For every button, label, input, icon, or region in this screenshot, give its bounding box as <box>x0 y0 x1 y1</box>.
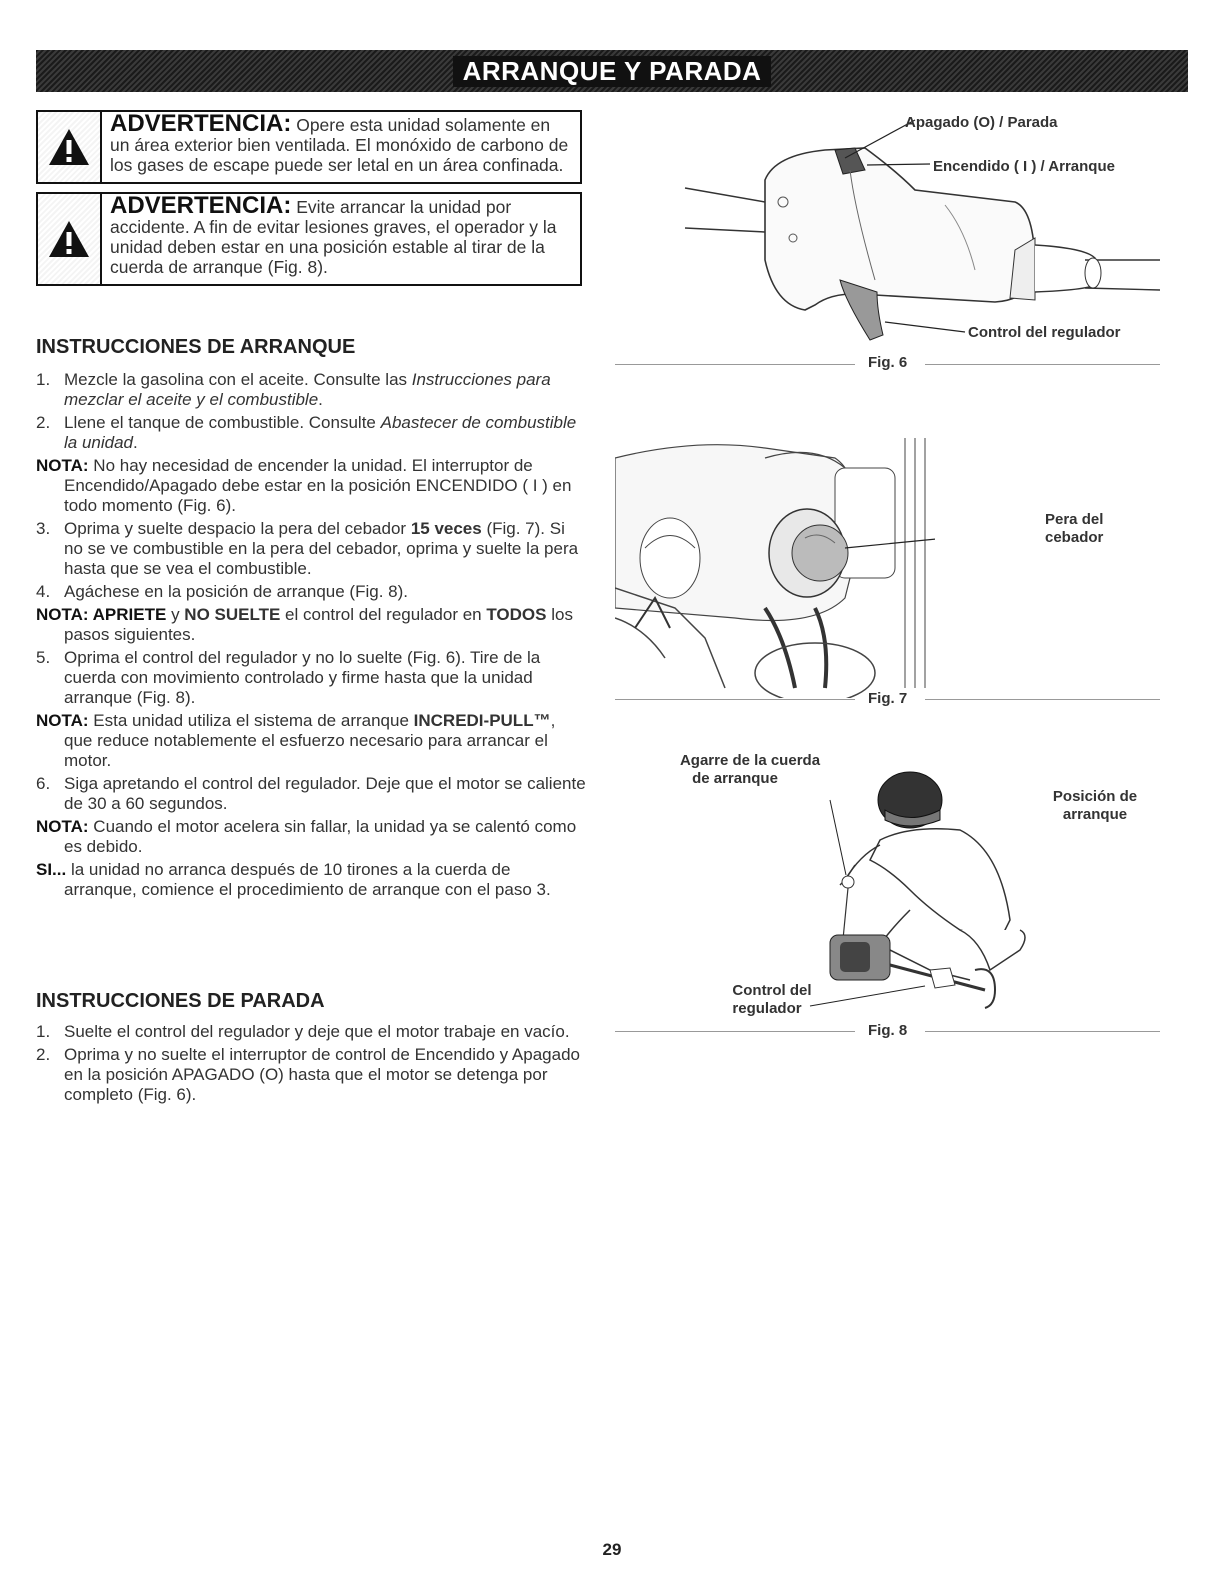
warning-body: Opere esta unidad solamente en un área exterior bien ventilada. El monóxido de carbono de los gases de escape puede ser letal en un área confinada. <box>110 115 569 175</box>
item-text: Oprima el control del regulador y no lo suelte (Fig. 6). Tire de la cuerda con movimiento controlado y firme hasta que la unidad arranque (Fig. 8). <box>64 648 541 707</box>
start-instructions-list <box>36 370 586 903</box>
fig8-rule-left <box>615 1031 855 1032</box>
item-text: Mezcle la gasolina con el aceite. Consulte las Instrucciones para mezclar el aceite y el combustible. <box>64 370 551 409</box>
list-item <box>36 413 586 453</box>
warning-heading: ADVERTENCIA: <box>110 192 292 219</box>
list-item <box>36 1045 586 1105</box>
fig7-rule-left <box>615 699 855 700</box>
item-text: Siga apretando el control del regulador. Deje que el motor se caliente de 30 a 60 segundos. <box>64 774 586 813</box>
fig6-callout-off: Apagado (O) / Parada <box>905 114 1058 131</box>
fig7-callout-primer-line1: Pera del <box>1045 511 1104 528</box>
warning-icon-cell <box>38 112 102 182</box>
item-number: 5. <box>36 648 51 667</box>
section-title: ARRANQUE Y PARADA <box>453 56 772 87</box>
fig7-rule-right <box>925 699 1160 700</box>
fig8-callout-position-line2: arranque <box>1062 806 1128 823</box>
item-text: Llene el tanque de combustible. Consulte Abastecer de combustible la unidad. <box>64 413 577 452</box>
warning-triangle-icon <box>47 219 91 259</box>
item-text: Agáchese en la posición de arranque (Fig. 8). <box>64 582 408 601</box>
fig8-callout-throttle-line2: regulador <box>732 1000 802 1017</box>
fig7-engine-illustration <box>615 438 935 698</box>
fig8-callout-position-line1: Posición de <box>1052 788 1138 805</box>
note: NOTA: APRIETE y NO SUELTE el control del regulador en TODOS los pasos siguientes. <box>36 605 573 644</box>
note: NOTA: No hay necesidad de encender la unidad. El interruptor de Encendido/Apagado debe estar en la posición ENCENDIDO ( I ) en todo momento (Fig. 6). <box>36 456 572 515</box>
fig6-callout-on: Encendido ( I ) / Arranque <box>933 158 1115 175</box>
item-text: Oprima y suelte despacio la pera del cebador 15 veces (Fig. 7). Si no se ve combustible en la pera del cebador, oprima y suelte la pera hasta que se vea el combustible. <box>64 519 579 578</box>
fig6-rule-right <box>925 364 1160 365</box>
fig6-handle-illustration <box>615 110 1160 350</box>
warning-box-accidental-start <box>36 192 582 286</box>
item-number: 3. <box>36 519 51 538</box>
note: SI... la unidad no arranca después de 10 tirones a la cuerda de arranque, comience el procedimiento de arranque con el paso 3. <box>36 860 551 899</box>
fig6-label: Fig. 6 <box>868 354 908 371</box>
item-text: Suelte el control del regulador y deje que el motor trabaje en vacío. <box>64 1022 570 1041</box>
fig6-rule-left <box>615 364 855 365</box>
note: NOTA: Cuando el motor acelera sin fallar, la unidad ya se calentó como es debido. <box>36 817 577 856</box>
note: NOTA: Esta unidad utiliza el sistema de arranque INCREDI-PULL™, que reduce notablemente el esfuerzo necesario para arrancar el motor. <box>36 711 556 770</box>
warning-heading: ADVERTENCIA: <box>110 110 292 137</box>
start-instructions-heading: INSTRUCCIONES DE ARRANQUE <box>36 336 356 358</box>
warning-text <box>102 194 580 284</box>
fig8-rule-right <box>925 1031 1160 1032</box>
fig8-callout-throttle-line1: Control del <box>732 982 812 999</box>
warning-text <box>102 112 580 182</box>
item-number: 2. <box>36 413 51 432</box>
item-number: 1. <box>36 1022 51 1041</box>
warning-body: Evite arrancar la unidad por accidente. A fin de evitar lesiones graves, el operador y la unidad deben estar en una posición estable al tirar de la cuerda de arranque (Fig. 8). <box>110 197 557 277</box>
list-item <box>36 648 586 708</box>
fig7-label: Fig. 7 <box>868 690 908 707</box>
list-item <box>36 1022 586 1042</box>
fig8-callout-grip-line1: Agarre de la cuerda <box>679 752 821 769</box>
list-item <box>36 519 586 579</box>
stop-instructions-heading: INSTRUCCIONES DE PARADA <box>36 990 325 1012</box>
item-text: Oprima y no suelte el interruptor de control de Encendido y Apagado en la posición APAGADO (O) hasta que el motor se detenga por completo (Fig. 6). <box>64 1045 580 1104</box>
fig8-callout-grip-line2: de arranque <box>692 770 778 787</box>
list-item <box>36 774 586 814</box>
warning-box-exhaust <box>36 110 582 184</box>
fig6-callout-throttle: Control del regulador <box>968 324 1121 341</box>
item-number: 6. <box>36 774 51 793</box>
fig7-callout-primer-line2: cebador <box>1045 529 1104 546</box>
section-banner <box>36 50 1188 92</box>
fig8-starting-position-illustration <box>800 770 1040 1020</box>
item-number: 2. <box>36 1045 51 1064</box>
page-number: 29 <box>602 1540 622 1559</box>
list-item <box>36 370 586 410</box>
warning-triangle-icon <box>47 127 91 167</box>
fig8-label: Fig. 8 <box>868 1022 908 1039</box>
item-number: 4. <box>36 582 51 601</box>
list-item <box>36 582 586 602</box>
item-number: 1. <box>36 370 51 389</box>
stop-instructions-list <box>36 1022 586 1108</box>
warning-icon-cell <box>38 194 102 284</box>
